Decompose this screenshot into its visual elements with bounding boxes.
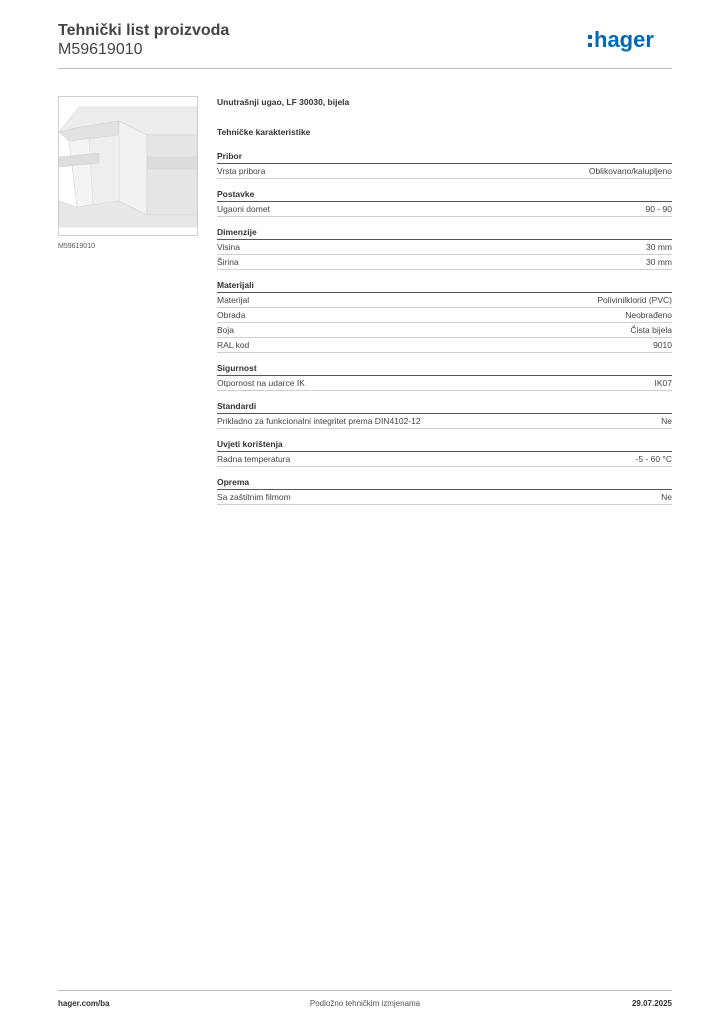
spec-value: Oblikovano/kalupljeno [588, 166, 672, 176]
spec-value: Ne [661, 492, 672, 502]
spec-row [217, 308, 672, 323]
spec-label: Materijal [217, 295, 250, 305]
page-footer [58, 990, 672, 1015]
product-name: Unutrašnji ugao, LF 30030, bijela [217, 97, 350, 107]
spec-label: RAL kod [217, 340, 250, 350]
spec-group-materijali [217, 279, 672, 353]
group-title: Pribor [217, 150, 672, 164]
spec-group-uvjeti-koristenja [217, 438, 672, 467]
footer-website: hager.com/ba [58, 999, 110, 1008]
inner-corner-illustration [59, 97, 197, 235]
group-title: Dimenzije [217, 226, 672, 240]
group-title: Materijali [217, 279, 672, 293]
spec-value: IK07 [654, 378, 672, 388]
group-title: Postavke [217, 188, 672, 202]
spec-label: Obrada [217, 310, 246, 320]
spec-value: 30 mm [646, 242, 672, 252]
spec-row [217, 414, 672, 429]
spec-group-oprema [217, 476, 672, 505]
spec-value: Polivinilklorid (PVC) [597, 295, 672, 305]
spec-label: Visina [217, 242, 240, 252]
specifications [217, 96, 672, 514]
spec-label: Radna temperatura [217, 454, 291, 464]
spec-row [217, 255, 672, 270]
spec-label: Prikladno za funkcionalni integritet prema DIN4102-12 [217, 416, 421, 426]
group-title: Oprema [217, 476, 672, 490]
document-title: Tehnički list proizvoda [58, 22, 230, 39]
spec-group-sigurnost [217, 362, 672, 391]
image-caption: M59619010 [58, 243, 95, 250]
page-header [58, 22, 672, 69]
spec-label: Otpornost na udarce IK [217, 378, 305, 388]
spec-row [217, 164, 672, 179]
spec-group-pribor [217, 150, 672, 179]
spec-label: Vrsta pribora [217, 166, 266, 176]
spec-row [217, 452, 672, 467]
spec-row [217, 323, 672, 338]
logo-graphic [588, 26, 672, 58]
spec-value: Čista bijela [630, 325, 672, 335]
group-title: Uvjeti korištenja [217, 438, 672, 452]
spec-value: 30 mm [646, 257, 672, 267]
spec-row [217, 338, 672, 353]
spec-label: Boja [217, 325, 235, 335]
spec-row [217, 202, 672, 217]
logo-text: hager [594, 27, 654, 52]
footer-date: 29.07.2025 [631, 999, 672, 1008]
spec-value: -5 - 60 °C [635, 454, 672, 464]
spec-label: Ugaoni domet [217, 204, 270, 214]
spec-row [217, 293, 672, 308]
spec-value: Neobrađeno [625, 310, 672, 320]
spec-value: Ne [661, 416, 672, 426]
section-heading: Tehničke karakteristike [217, 127, 311, 137]
spec-label: Sa zaštitnim filmom [217, 492, 291, 502]
spec-value: 90 - 90 [645, 204, 672, 214]
spec-label: Širina [217, 257, 239, 267]
footer-disclaimer: Podložno tehničkim izmjenama [309, 999, 421, 1008]
document-code: M59619010 [58, 41, 143, 58]
spec-row [217, 240, 672, 255]
spec-row [217, 490, 672, 505]
spec-group-dimenzije [217, 226, 672, 270]
spec-row [217, 376, 672, 391]
hager-logo [588, 26, 672, 58]
product-image [58, 96, 198, 236]
group-title: Sigurnost [217, 362, 672, 376]
spec-group-postavke [217, 188, 672, 217]
spec-group-standardi [217, 400, 672, 429]
group-title: Standardi [217, 400, 672, 414]
spec-value: 9010 [653, 340, 672, 350]
